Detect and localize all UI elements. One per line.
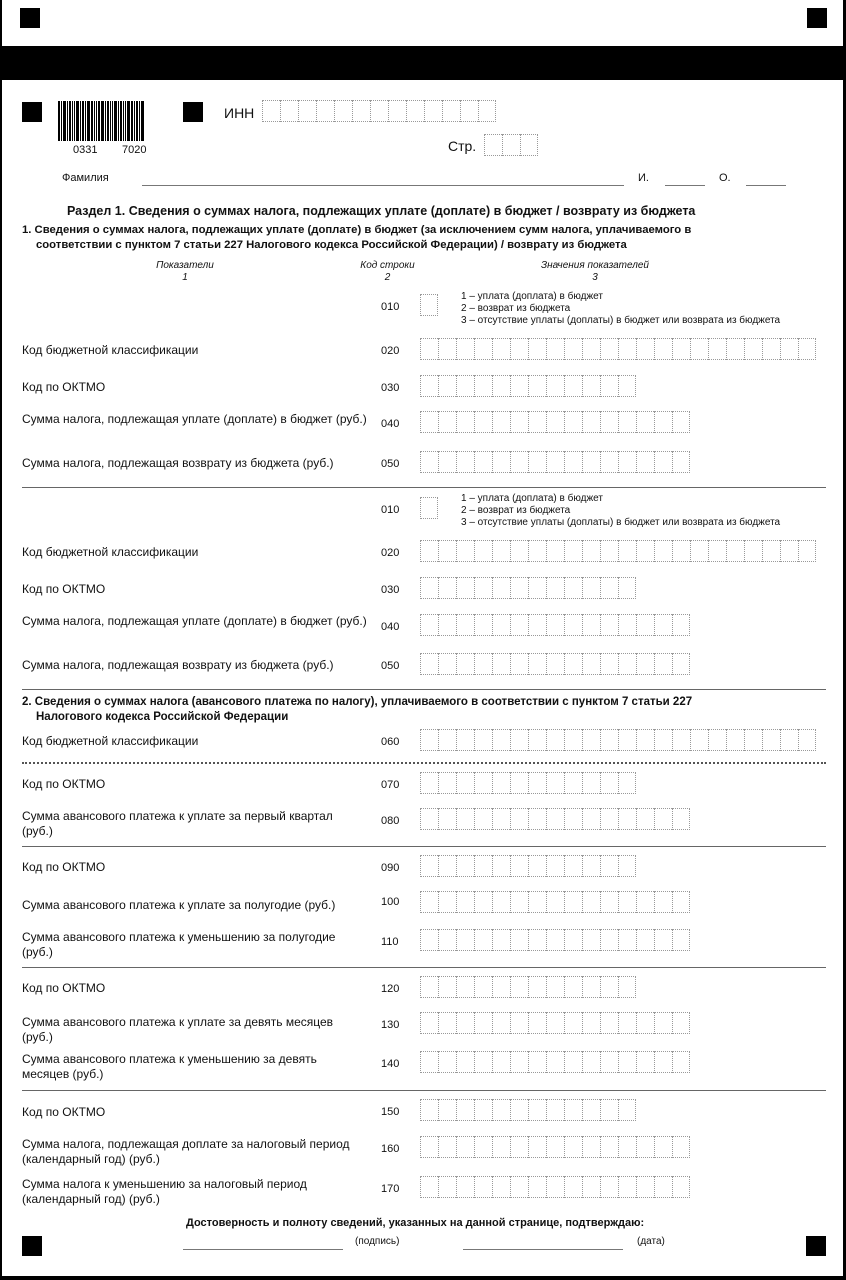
advance-9m-reduce-label: Сумма авансового платежа к уменьшению за девять месяцев (руб.) — [22, 1052, 317, 1081]
oktmo-label: Код по ОКТМО — [22, 380, 106, 394]
oktmo-input[interactable] — [420, 976, 636, 1000]
registration-mark-top-right — [807, 8, 827, 28]
patronymic-initial-field[interactable] — [746, 185, 786, 186]
tax-year-reduce-label: Сумма налога к уменьшению за налоговый период (календарный год) (руб.) — [22, 1177, 307, 1206]
code-160: 160 — [381, 1143, 400, 1155]
barcode-number-left: 0331 — [73, 144, 98, 156]
divider — [22, 967, 826, 968]
tax-year-reduce-input[interactable] — [420, 1176, 690, 1200]
code-030: 030 — [381, 584, 400, 596]
kbk-label: Код бюджетной классификации — [22, 343, 199, 357]
tax-pay-input[interactable] — [420, 411, 690, 435]
advance-9m-pay-input[interactable] — [420, 1012, 690, 1036]
patronymic-initial-label: О. — [719, 172, 731, 184]
column-indicators-header: Показатели 1 — [156, 260, 214, 283]
part2-title-line1: 2. Сведения о суммах налога (авансового платежа по налогу), уплачиваемого в соответствии с пунктом 7 статьи 227 — [22, 696, 693, 708]
code-030: 030 — [381, 382, 400, 394]
code-120: 120 — [381, 983, 400, 995]
signature-field[interactable] — [183, 1249, 343, 1250]
payment-type-input[interactable] — [420, 294, 438, 318]
advance-9m-reduce-input[interactable] — [420, 1051, 690, 1075]
inn-label: ИНН — [224, 105, 255, 121]
code-060: 060 — [381, 736, 400, 748]
code-140: 140 — [381, 1058, 400, 1070]
part1-title-line2: соответствии с пунктом 7 статьи 227 Налогового кодекса Российской Федерации) / возврату из бюджета — [36, 239, 627, 251]
barcode — [58, 101, 170, 141]
code-050: 050 — [381, 458, 400, 470]
barcode-number-right: 7020 — [122, 144, 147, 156]
divider — [22, 846, 826, 847]
code-090: 090 — [381, 862, 400, 874]
code-080: 080 — [381, 815, 400, 827]
code-040: 040 — [381, 418, 400, 430]
divider — [22, 689, 826, 690]
column-values-header: Значения показателей 3 — [540, 260, 649, 283]
kbk-input[interactable] — [420, 338, 816, 362]
code-010: 010 — [381, 504, 400, 516]
tax-refund-input[interactable] — [420, 653, 690, 677]
section-title: Раздел 1. Сведения о суммах налога, подлежащих уплате (доплате) в бюджет / возврату из бюджета — [67, 204, 696, 218]
signature-label: (подпись) — [355, 1236, 400, 1247]
oktmo-label: Код по ОКТМО — [22, 777, 106, 791]
code-020: 020 — [381, 345, 400, 357]
code-130: 130 — [381, 1019, 400, 1031]
code-020: 020 — [381, 547, 400, 559]
oktmo-input[interactable] — [420, 772, 636, 796]
surname-label: Фамилия — [62, 172, 109, 184]
payment-type-input[interactable] — [420, 497, 438, 521]
payment-type-options: 1 – уплата (доплата) в бюджет 2 – возврат из бюджета 3 – отсутствие уплаты (доплаты) в бюджет или возврата из бюджета — [461, 291, 781, 326]
part2-title-line2: Налогового кодекса Российской Федерации — [36, 711, 289, 723]
registration-mark-top-left — [20, 8, 40, 28]
date-field[interactable] — [463, 1249, 623, 1250]
tax-refund-label: Сумма налога, подлежащая возврату из бюджета (руб.) — [22, 658, 334, 672]
code-150: 150 — [381, 1106, 400, 1118]
advance-9m-pay-label: Сумма авансового платежа к уплате за девять месяцев (руб.) — [22, 1015, 334, 1044]
registration-mark-header-left — [22, 102, 42, 122]
advance-h1-pay-label: Сумма авансового платежа к уплате за полугодие (руб.) — [22, 898, 336, 912]
kbk-label: Код бюджетной классификации — [22, 545, 199, 559]
surname-field[interactable] — [142, 185, 624, 186]
part1-title-line1: 1. Сведения о суммах налога, подлежащих уплате (доплате) в бюджет (за исключением сумм налога, уплачиваемого в — [22, 224, 692, 236]
oktmo-label: Код по ОКТМО — [22, 860, 106, 874]
oktmo-label: Код по ОКТМО — [22, 582, 106, 596]
tax-pay-label: Сумма налога, подлежащая уплате (доплате) в бюджет (руб.) — [22, 614, 367, 628]
advance-h1-reduce-label: Сумма авансового платежа к уменьшению за полугодие (руб.) — [22, 930, 336, 959]
name-initial-field[interactable] — [665, 185, 705, 186]
column-code-header: Код строки 2 — [360, 260, 415, 283]
code-110: 110 — [381, 936, 399, 948]
oktmo-label: Код по ОКТМО — [22, 1105, 106, 1119]
registration-mark-bottom-right — [806, 1236, 826, 1256]
oktmo-label: Код по ОКТМО — [22, 981, 106, 995]
tax-refund-input[interactable] — [420, 451, 690, 475]
code-170: 170 — [381, 1183, 400, 1195]
divider — [22, 1090, 826, 1091]
tax-pay-input[interactable] — [420, 614, 690, 638]
kbk-label: Код бюджетной классификации — [22, 734, 199, 748]
dotted-divider — [22, 762, 826, 764]
code-100: 100 — [381, 896, 400, 908]
divider — [22, 487, 826, 488]
advance-q1-label: Сумма авансового платежа к уплате за первый квартал (руб.) — [22, 809, 333, 838]
tax-year-pay-label: Сумма налога, подлежащая доплате за налоговый период (календарный год) (руб.) — [22, 1137, 350, 1166]
tax-pay-label: Сумма налога, подлежащая уплате (доплате) в бюджет (руб.) — [22, 412, 367, 426]
advance-h1-pay-input[interactable] — [420, 891, 690, 915]
confirmation-text: Достоверность и полноту сведений, указанных на данной странице, подтверждаю: — [186, 1217, 645, 1229]
page-border-bottom — [0, 1276, 846, 1280]
advance-h1-reduce-input[interactable] — [420, 929, 690, 953]
registration-mark-bottom-left — [22, 1236, 42, 1256]
scan-top-bar — [0, 46, 846, 80]
oktmo-input[interactable] — [420, 577, 636, 601]
registration-mark-header-right — [183, 102, 203, 122]
payment-type-options: 1 – уплата (доплата) в бюджет 2 – возврат из бюджета 3 – отсутствие уплаты (доплаты) в бюджет или возврата из бюджета — [461, 493, 781, 528]
oktmo-input[interactable] — [420, 375, 636, 399]
code-040: 040 — [381, 621, 400, 633]
tax-year-pay-input[interactable] — [420, 1136, 690, 1160]
name-initial-label: И. — [638, 172, 649, 184]
page-number-input[interactable] — [484, 134, 538, 158]
advance-q1-input[interactable] — [420, 808, 690, 832]
code-010: 010 — [381, 301, 400, 313]
page-border-left — [0, 0, 2, 1280]
code-050: 050 — [381, 660, 400, 672]
kbk-input[interactable] — [420, 729, 816, 753]
page-label: Стр. — [448, 138, 477, 154]
oktmo-input[interactable] — [420, 855, 636, 879]
inn-input[interactable] — [262, 100, 496, 124]
code-070: 070 — [381, 779, 400, 791]
tax-refund-label: Сумма налога, подлежащая возврату из бюджета (руб.) — [22, 456, 334, 470]
oktmo-input[interactable] — [420, 1099, 636, 1123]
date-label: (дата) — [637, 1236, 665, 1247]
kbk-input[interactable] — [420, 540, 816, 564]
